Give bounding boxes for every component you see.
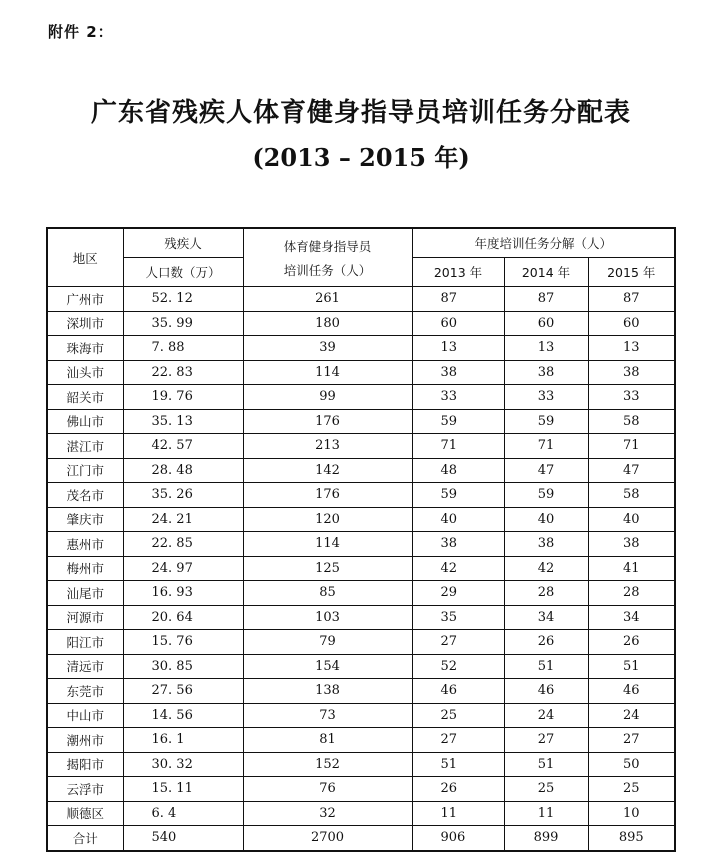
cell-training-task: 154: [243, 654, 412, 679]
cell-2015: 33: [588, 385, 675, 410]
header-population-line2: 人口数（万）: [123, 258, 243, 287]
cell-2015: 27: [588, 728, 675, 753]
table-row: [47, 336, 675, 361]
cell-population: 22. 85: [123, 532, 243, 557]
cell-population: 15. 11: [123, 777, 243, 802]
table-row: [47, 630, 675, 655]
cell-region: 梅州市: [47, 556, 123, 581]
cell-2014: 25: [504, 777, 588, 802]
cell-region: 佛山市: [47, 409, 123, 434]
table-row: [47, 483, 675, 508]
cell-2013: 38: [412, 532, 504, 557]
cell-training-task: 76: [243, 777, 412, 802]
table-row: [47, 385, 675, 410]
cell-region: 东莞市: [47, 679, 123, 704]
cell-population: 27. 56: [123, 679, 243, 704]
cell-region: 潮州市: [47, 728, 123, 753]
cell-2014: 87: [504, 287, 588, 312]
cell-2014: 59: [504, 483, 588, 508]
cell-training-task: 99: [243, 385, 412, 410]
table-row: [47, 728, 675, 753]
header-task-line1: 体育健身指导员: [283, 238, 372, 254]
cell-2013: 60: [412, 311, 504, 336]
cell-region: 韶关市: [47, 385, 123, 410]
cell-2014: 60: [504, 311, 588, 336]
cell-2014: 899: [504, 826, 588, 851]
cell-2013: 27: [412, 728, 504, 753]
table-row: [47, 409, 675, 434]
cell-2014: 26: [504, 630, 588, 655]
cell-2013: 11: [412, 801, 504, 826]
cell-region: 云浮市: [47, 777, 123, 802]
cell-population: 24. 97: [123, 556, 243, 581]
table-row: [47, 434, 675, 459]
cell-region: 广州市: [47, 287, 123, 312]
cell-2015: 71: [588, 434, 675, 459]
cell-2015: 895: [588, 826, 675, 851]
cell-2015: 51: [588, 654, 675, 679]
cell-training-task: 176: [243, 409, 412, 434]
cell-2015: 34: [588, 605, 675, 630]
cell-2013: 40: [412, 507, 504, 532]
total-row: [47, 826, 675, 851]
cell-training-task: 2700: [243, 826, 412, 851]
cell-2014: 51: [504, 654, 588, 679]
cell-2014: 71: [504, 434, 588, 459]
cell-training-task: 79: [243, 630, 412, 655]
cell-population: 6. 4: [123, 801, 243, 826]
cell-training-task: 152: [243, 752, 412, 777]
table-row: [47, 654, 675, 679]
cell-2013: 42: [412, 556, 504, 581]
cell-population: 28. 48: [123, 458, 243, 483]
annex-label: 附件 2：: [48, 23, 114, 41]
cell-2015: 60: [588, 311, 675, 336]
cell-2014: 47: [504, 458, 588, 483]
cell-population: 19. 76: [123, 385, 243, 410]
cell-2015: 58: [588, 483, 675, 508]
cell-region: 中山市: [47, 703, 123, 728]
cell-population: 30. 85: [123, 654, 243, 679]
cell-region: 肇庆市: [47, 507, 123, 532]
table-row: [47, 532, 675, 557]
cell-2014: 38: [504, 360, 588, 385]
cell-2014: 59: [504, 409, 588, 434]
cell-2013: 59: [412, 409, 504, 434]
cell-region: 顺德区: [47, 801, 123, 826]
cell-2013: 52: [412, 654, 504, 679]
cell-population: 42. 57: [123, 434, 243, 459]
table-row: [47, 360, 675, 385]
cell-training-task: 213: [243, 434, 412, 459]
table-row: [47, 287, 675, 312]
cell-training-task: 39: [243, 336, 412, 361]
cell-population: 35. 13: [123, 409, 243, 434]
cell-population: 15. 76: [123, 630, 243, 655]
header-population-line1: 残疾人: [123, 228, 243, 258]
document-title: 广东省残疾人体育健身指导员培训任务分配表: [90, 98, 631, 128]
table-row: [47, 679, 675, 704]
cell-training-task: 176: [243, 483, 412, 508]
cell-region: 汕尾市: [47, 581, 123, 606]
header-year-2014: 2014 年: [504, 258, 588, 287]
cell-2013: 33: [412, 385, 504, 410]
cell-2015: 38: [588, 532, 675, 557]
cell-population: 24. 21: [123, 507, 243, 532]
cell-2013: 59: [412, 483, 504, 508]
cell-region: 珠海市: [47, 336, 123, 361]
cell-2014: 27: [504, 728, 588, 753]
cell-2014: 11: [504, 801, 588, 826]
table-row: [47, 581, 675, 606]
table-body: [47, 287, 675, 851]
cell-training-task: 73: [243, 703, 412, 728]
cell-2015: 87: [588, 287, 675, 312]
cell-training-task: 142: [243, 458, 412, 483]
cell-region: 阳江市: [47, 630, 123, 655]
cell-region: 惠州市: [47, 532, 123, 557]
table-header: [47, 228, 675, 287]
cell-region: 汕头市: [47, 360, 123, 385]
cell-2013: 51: [412, 752, 504, 777]
cell-2015: 58: [588, 409, 675, 434]
cell-2013: 35: [412, 605, 504, 630]
cell-2015: 47: [588, 458, 675, 483]
cell-training-task: 180: [243, 311, 412, 336]
cell-training-task: 138: [243, 679, 412, 704]
cell-training-task: 114: [243, 360, 412, 385]
cell-2015: 50: [588, 752, 675, 777]
table-row: [47, 556, 675, 581]
cell-2014: 33: [504, 385, 588, 410]
cell-population: 22. 83: [123, 360, 243, 385]
cell-2015: 40: [588, 507, 675, 532]
cell-training-task: 261: [243, 287, 412, 312]
cell-2013: 71: [412, 434, 504, 459]
cell-2015: 46: [588, 679, 675, 704]
cell-2014: 46: [504, 679, 588, 704]
cell-training-task: 125: [243, 556, 412, 581]
cell-2013: 46: [412, 679, 504, 704]
cell-2015: 41: [588, 556, 675, 581]
header-task-line2: 培训任务（人）: [283, 262, 372, 278]
table-row: [47, 507, 675, 532]
cell-2013: 38: [412, 360, 504, 385]
cell-training-task: 85: [243, 581, 412, 606]
cell-training-task: 103: [243, 605, 412, 630]
header-annual-breakdown: 年度培训任务分解（人）: [412, 228, 675, 258]
cell-region: 清远市: [47, 654, 123, 679]
header-year-2015: 2015 年: [588, 258, 675, 287]
document-subtitle: (2013 – 2015 年): [252, 143, 470, 172]
cell-2015: 38: [588, 360, 675, 385]
allocation-table: [46, 227, 676, 852]
table-row: [47, 703, 675, 728]
cell-2014: 42: [504, 556, 588, 581]
cell-2013: 29: [412, 581, 504, 606]
cell-2014: 38: [504, 532, 588, 557]
cell-region: 湛江市: [47, 434, 123, 459]
cell-2015: 24: [588, 703, 675, 728]
cell-2013: 48: [412, 458, 504, 483]
cell-population: 30. 32: [123, 752, 243, 777]
cell-2013: 13: [412, 336, 504, 361]
cell-2014: 51: [504, 752, 588, 777]
cell-2015: 10: [588, 801, 675, 826]
cell-2015: 25: [588, 777, 675, 802]
cell-2013: 26: [412, 777, 504, 802]
cell-population: 16. 1: [123, 728, 243, 753]
cell-population: 35. 26: [123, 483, 243, 508]
cell-2014: 13: [504, 336, 588, 361]
cell-region: 河源市: [47, 605, 123, 630]
header-region: 地区: [47, 228, 123, 287]
cell-region: 揭阳市: [47, 752, 123, 777]
cell-2013: 25: [412, 703, 504, 728]
cell-population: 16. 93: [123, 581, 243, 606]
cell-2014: 40: [504, 507, 588, 532]
cell-region: 江门市: [47, 458, 123, 483]
cell-2015: 28: [588, 581, 675, 606]
cell-2015: 13: [588, 336, 675, 361]
cell-population: 14. 56: [123, 703, 243, 728]
cell-2014: 34: [504, 605, 588, 630]
table-row: [47, 801, 675, 826]
cell-region: 茂名市: [47, 483, 123, 508]
cell-region: 深圳市: [47, 311, 123, 336]
cell-2014: 28: [504, 581, 588, 606]
cell-population: 7. 88: [123, 336, 243, 361]
cell-population: 20. 64: [123, 605, 243, 630]
cell-2013: 87: [412, 287, 504, 312]
header-training-task: [243, 228, 412, 287]
cell-training-task: 114: [243, 532, 412, 557]
cell-2015: 26: [588, 630, 675, 655]
cell-population: 540: [123, 826, 243, 851]
cell-region: 合计: [47, 826, 123, 851]
table-row: [47, 777, 675, 802]
table-row: [47, 752, 675, 777]
table-row: [47, 605, 675, 630]
cell-training-task: 32: [243, 801, 412, 826]
cell-2013: 27: [412, 630, 504, 655]
table-row: [47, 311, 675, 336]
cell-population: 52. 12: [123, 287, 243, 312]
cell-2013: 906: [412, 826, 504, 851]
cell-training-task: 81: [243, 728, 412, 753]
header-year-2013: 2013 年: [412, 258, 504, 287]
table-row: [47, 458, 675, 483]
cell-2014: 24: [504, 703, 588, 728]
cell-population: 35. 99: [123, 311, 243, 336]
cell-training-task: 120: [243, 507, 412, 532]
